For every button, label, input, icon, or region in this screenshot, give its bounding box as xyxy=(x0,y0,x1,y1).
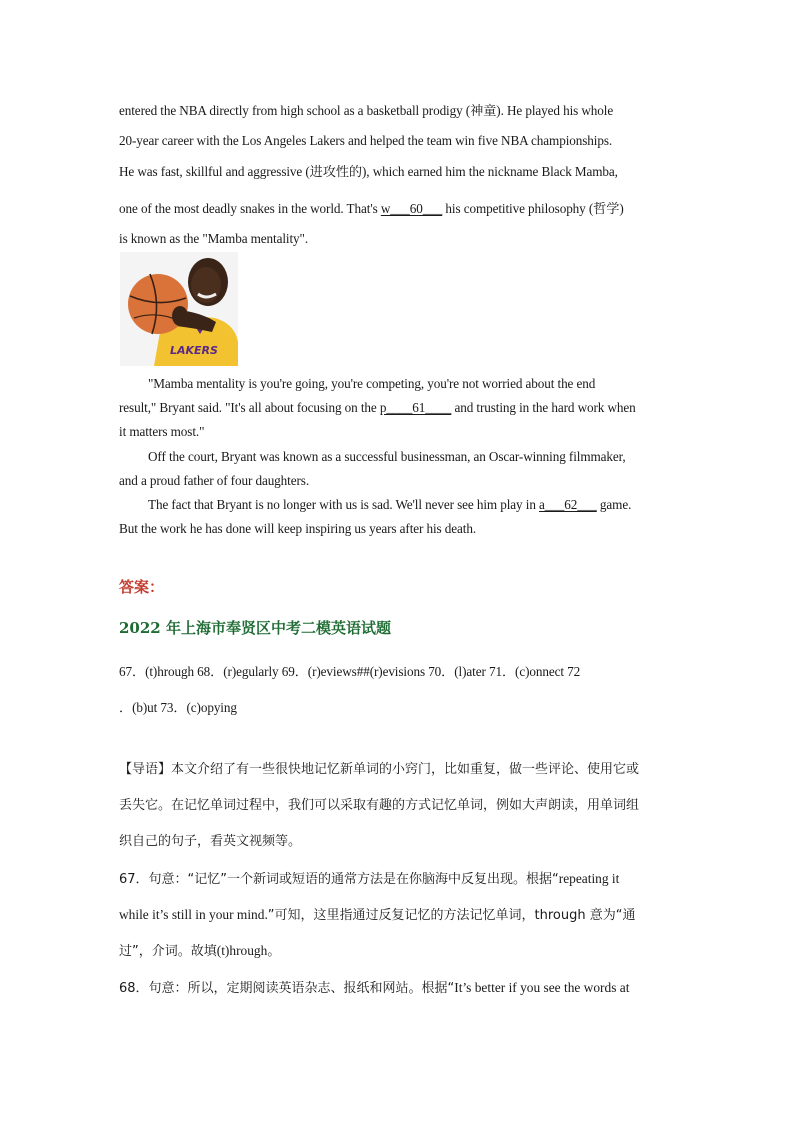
passage-line-8: it matters most." xyxy=(119,424,205,439)
passage-line-1: entered the NBA directly from high school as a basketball prodigy (神童). He played his whole xyxy=(119,103,614,118)
explanation-line-3: 过”，介词。故填(t)hrough。 xyxy=(119,943,281,959)
passage-line-12: But the work he has done will keep inspiring us years after his death. xyxy=(119,521,477,536)
passage-line-4: one of the most deadly snakes in the world. That's w___60___ his competitive philosophy (哲学) xyxy=(119,201,624,216)
explanation-line-4: 68．句意：所以，定期阅读英语杂志、报纸和网站。根据“It’s better if you see the words at xyxy=(119,980,630,996)
explanation-line-1: 67．句意：“记忆”一个新词或短语的通常方法是在你脑海中反复出现。根据“repeating it xyxy=(119,871,620,887)
blank-62: a___62___ xyxy=(539,497,597,512)
jersey-lettering: LAKERS xyxy=(170,344,218,357)
passage-line-10: and a proud father of four daughters. xyxy=(119,473,310,488)
guide-line-3: 织自己的句子，看英文视频等。 xyxy=(119,834,302,849)
blank-60: w___60___ xyxy=(380,201,443,216)
passage-line-5: is known as the "Mamba mentality". xyxy=(119,231,309,246)
guide-line-2: 丢失它。在记忆单词过程中，我们可以采取有趣的方式记忆单词，例如大声朗读，用单词组 xyxy=(119,798,640,813)
player-photo xyxy=(120,252,238,366)
passage-line-9: Off the court, Bryant was known as a successful businessman, an Oscar-winning filmmaker, xyxy=(148,449,626,464)
guide-line-1: 【导语】本文介绍了有一些很快地记忆新单词的小窍门，比如重复，做一些评论、使用它或 xyxy=(119,762,640,777)
passage-line-7: result," Bryant said. "It's all about focusing on the p____61____ and trusting in the hard work when xyxy=(119,400,636,415)
passage-line-2: 20-year career with the Los Angeles Lakers and helped the team win five NBA championships. xyxy=(119,133,613,148)
answers-line-1: 67．(t)hrough 68．(r)egularly 69．(r)eviews##(r)evisions 70．(l)ater 71．(c)onnect 72 xyxy=(119,664,581,679)
answers-line-2: ．(b)ut 73．(c)opying xyxy=(119,700,237,715)
passage-line-11: The fact that Bryant is no longer with us is sad. We'll never see him play in a___62___ game. xyxy=(148,497,632,512)
answer-label: 答案： xyxy=(119,578,165,596)
passage-line-6: "Mamba mentality is you're going, you're competing, you're not worried about the end xyxy=(148,376,596,391)
blank-61: p____61____ xyxy=(379,400,452,415)
passage-line-3: He was fast, skillful and aggressive (进攻性的), which earned him the nickname Black Mamba, xyxy=(119,164,618,179)
explanation-line-2: while it’s still in your mind.”可知，这里指通过反复记忆的方法记忆单词，through 意为“通 xyxy=(119,907,636,923)
section-title: 2022 年上海市奉贤区中考二模英语试题 xyxy=(119,619,391,637)
